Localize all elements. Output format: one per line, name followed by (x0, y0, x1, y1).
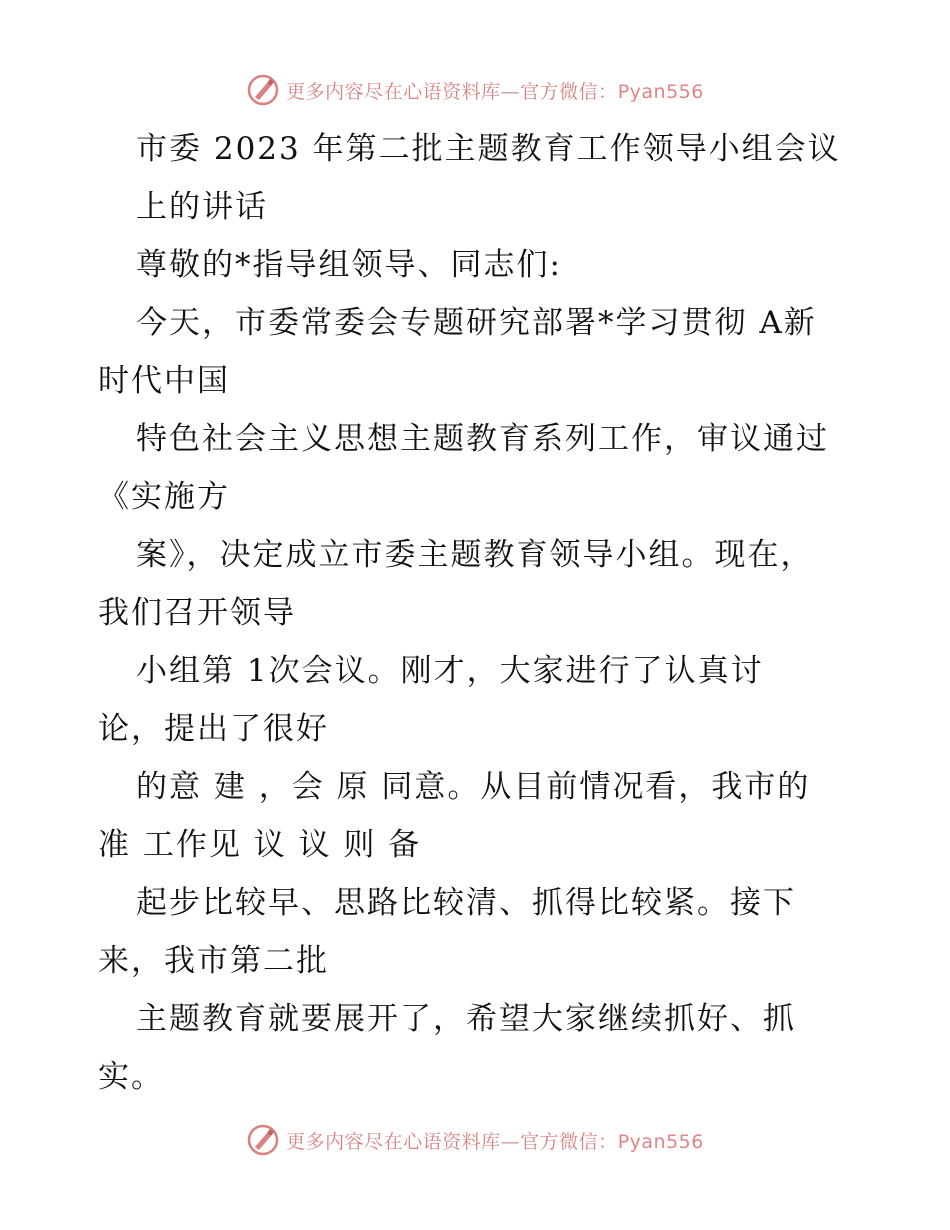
text-line: 准 工作见 议 议 则 备 (98, 827, 422, 863)
text-line: 小组第 1次会议。刚才，大家进行了认真讨 (136, 653, 764, 689)
watermark-wechat-label: 官方微信： (520, 80, 618, 103)
text-line: 我们召开领导 (98, 595, 296, 631)
watermark-separator: — (500, 1130, 521, 1153)
text-line: 上的讲话 (136, 189, 268, 225)
text-line: 的意 建 ，会 原 同意。从目前情况看，我市的 (136, 769, 811, 805)
watermark-text (286, 1127, 704, 1154)
watermark-separator: — (500, 80, 521, 103)
text-line: 市委 2023 年第二批主题教育工作领导小组会议 (136, 131, 841, 167)
watermark-text (286, 77, 704, 104)
document-body (98, 120, 858, 1106)
text-line: 特色社会主义思想主题教育系列工作，审议通过 (136, 421, 829, 457)
watermark-site-text: 更多内容尽在心语资料库 (286, 1130, 501, 1153)
header-watermark (0, 70, 950, 110)
pen-logo-icon (246, 1123, 280, 1157)
watermark-wechat-label: 官方微信： (520, 1130, 618, 1153)
text-line: 《实施方 (98, 479, 230, 515)
footer-watermark (0, 1120, 950, 1160)
text-line: 今天，市委常委会专题研究部署*学习贯彻 A新 (136, 305, 817, 341)
watermark-wechat-id: Pyan556 (617, 1130, 704, 1153)
text-line: 来，我市第二批 (98, 943, 329, 979)
text-line: 论，提出了很好 (98, 711, 329, 747)
text-line: 主题教育就要展开了，希望大家继续抓好、抓 (136, 1001, 796, 1037)
text-line: 尊敬的*指导组领导、同志们: (136, 247, 562, 283)
pen-logo-icon (246, 73, 280, 107)
text-line: 起步比较早、思路比较清、抓得比较紧。接下 (136, 885, 796, 921)
text-line: 案》，决定成立市委主题教育领导小组。现在， (136, 537, 814, 573)
text-line: 时代中国 (98, 363, 230, 399)
watermark-wechat-id: Pyan556 (617, 80, 704, 103)
watermark-site-text: 更多内容尽在心语资料库 (286, 80, 501, 103)
text-line: 实。 (98, 1059, 164, 1095)
